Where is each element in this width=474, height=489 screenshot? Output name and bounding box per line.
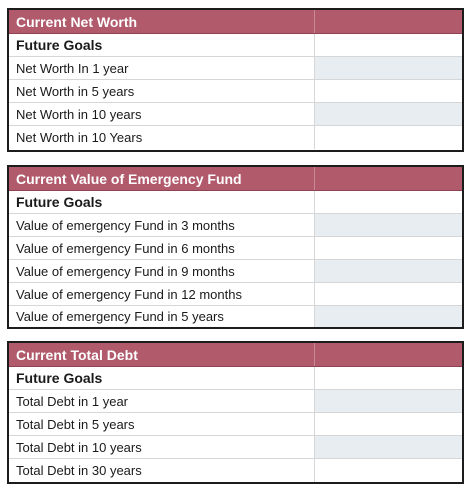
row-label: Value of emergency Fund in 3 months xyxy=(9,214,315,236)
emergency-fund-header: Current Value of Emergency Fund xyxy=(9,167,315,190)
total-debt-goals-value-cell[interactable] xyxy=(315,367,462,389)
net-worth-goals-row xyxy=(9,34,462,57)
total-debt-header: Current Total Debt xyxy=(9,343,315,366)
emergency-fund-table xyxy=(7,165,464,329)
table-row xyxy=(9,57,462,80)
row-label: Total Debt in 30 years xyxy=(9,459,315,482)
row-label: Value of emergency Fund in 6 months xyxy=(9,237,315,259)
emergency-fund-goals-row xyxy=(9,191,462,214)
total-debt-goals-label: Future Goals xyxy=(9,367,315,389)
table-row xyxy=(9,260,462,283)
row-label: Value of emergency Fund in 9 months xyxy=(9,260,315,282)
value-cell[interactable] xyxy=(315,459,462,482)
total-debt-goals-row xyxy=(9,367,462,390)
value-cell[interactable] xyxy=(315,214,462,236)
table-row xyxy=(9,390,462,413)
table-row xyxy=(9,214,462,237)
value-cell[interactable] xyxy=(315,57,462,79)
row-label: Net Worth in 10 years xyxy=(9,103,315,125)
emergency-fund-goals-label: Future Goals xyxy=(9,191,315,213)
table-row xyxy=(9,459,462,482)
net-worth-goals-label: Future Goals xyxy=(9,34,315,56)
value-cell[interactable] xyxy=(315,126,462,149)
row-label: Value of emergency Fund in 5 years xyxy=(9,306,315,327)
table-row xyxy=(9,237,462,260)
net-worth-header-row xyxy=(9,10,462,34)
net-worth-table xyxy=(7,8,464,152)
row-label: Net Worth In 1 year xyxy=(9,57,315,79)
table-row xyxy=(9,80,462,103)
row-label: Total Debt in 10 years xyxy=(9,436,315,458)
emergency-fund-header-value-cell[interactable] xyxy=(315,167,462,190)
row-label: Net Worth in 10 Years xyxy=(9,126,315,149)
value-cell[interactable] xyxy=(315,103,462,125)
total-debt-table xyxy=(7,341,464,484)
row-label: Value of emergency Fund in 12 months xyxy=(9,283,315,305)
total-debt-header-row xyxy=(9,343,462,367)
value-cell[interactable] xyxy=(315,237,462,259)
table-row xyxy=(9,413,462,436)
total-debt-header-value-cell[interactable] xyxy=(315,343,462,366)
table-row xyxy=(9,126,462,149)
table-row xyxy=(9,103,462,126)
row-label: Total Debt in 5 years xyxy=(9,413,315,435)
value-cell[interactable] xyxy=(315,436,462,458)
net-worth-header-value-cell[interactable] xyxy=(315,10,462,33)
value-cell[interactable] xyxy=(315,413,462,435)
row-label: Total Debt in 1 year xyxy=(9,390,315,412)
table-row xyxy=(9,306,462,327)
table-row xyxy=(9,436,462,459)
row-label: Net Worth in 5 years xyxy=(9,80,315,102)
table-row xyxy=(9,283,462,306)
emergency-fund-goals-value-cell[interactable] xyxy=(315,191,462,213)
value-cell[interactable] xyxy=(315,283,462,305)
value-cell[interactable] xyxy=(315,80,462,102)
value-cell[interactable] xyxy=(315,306,462,327)
net-worth-header: Current Net Worth xyxy=(9,10,315,33)
net-worth-goals-value-cell[interactable] xyxy=(315,34,462,56)
value-cell[interactable] xyxy=(315,260,462,282)
emergency-fund-header-row xyxy=(9,167,462,191)
value-cell[interactable] xyxy=(315,390,462,412)
